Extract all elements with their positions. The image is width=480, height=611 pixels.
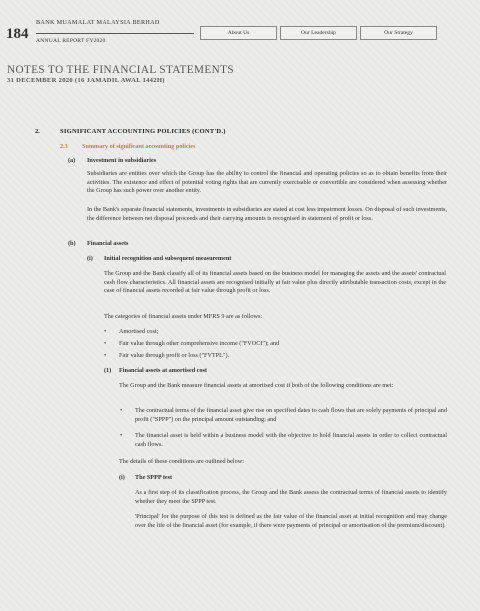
page-number: 184 [6, 26, 29, 42]
section-title: SIGNIFICANT ACCOUNTING POLICIES (CONT'D.) [60, 128, 226, 135]
item-a-paragraph-1: Subsidiaries are entities over which the Group has the ability to control the financial and operating policies so as to obtain benefits from their activities. The existence and effect of potential voting rights that are currently exercisable or convertible are considered when assessing whether the Group has such power over another entity. [87, 170, 447, 195]
sppp-heading: The SPPP test [135, 474, 173, 481]
item-1-label: (1) [104, 367, 112, 374]
category-item: Fair value through profit or loss ("FVTPL"). [119, 352, 230, 359]
bullet-icon: • [104, 328, 107, 335]
notes-date: 31 DECEMBER 2020 (16 JAMADIL AWAL 1442H) [7, 77, 165, 84]
item-b-i-heading: Initial recognition and subsequent measurement [104, 255, 232, 262]
subsection-number: 2.3 [60, 143, 68, 150]
bullet-icon: • [104, 340, 107, 347]
item-b-label: (b) [68, 240, 76, 247]
item-a-paragraph-2: In the Bank's separate financial statements, investments in subsidiaries are stated at cost less impairment losses. On disposal of such investments, the difference between net disposal proceeds and their carrying amounts is recognised in statement of profit or loss. [87, 206, 447, 222]
condition-item: The contractual terms of the financial asset give rise on specified dates to cash flows that are solely payments of principal and profit ("SPPP") on the principal amount outstanding; and [135, 407, 447, 423]
item-1-paragraph-1: The Group and the Bank measure financial assets at amortised cost if both of the following conditions are met: [119, 382, 394, 389]
sppp-paragraph-1: As a first step of its classification process, the Group and the Bank assess the contractual terms of financial assets to identify whether they meet the SPPP test. [135, 489, 447, 505]
report-title: ANNUAL REPORT FY2020 [36, 38, 106, 44]
bullet-icon: • [104, 352, 107, 359]
item-a-label: (a) [68, 157, 76, 164]
item-b-heading: Financial assets [87, 240, 129, 247]
item-1-paragraph-2: The details of these conditions are outlined below: [119, 458, 244, 465]
bullet-icon: • [120, 432, 123, 439]
category-item: Fair value through other comprehensive income ("FVOCI"); and [119, 340, 280, 347]
nav-our-leadership-button[interactable]: Our Leadership [280, 26, 357, 40]
bank-name: BANK MUAMALAT MALAYSIA BERHAD [36, 19, 160, 26]
item-1-heading: Financial assets at amortised cost [119, 367, 207, 374]
item-b-i-paragraph-1: The Group and the Bank classify all of its financial assets based on the business model for managing the assets and the assets' contractual cash flow characteristics. All financial assets are recognised initially at fair value plus directly attributable transaction costs, except in the case of financial assets recorded at fair value through profit or loss. [104, 270, 446, 295]
subsection-title: Summary of significant accounting policies [82, 143, 196, 150]
nav-about-us-button[interactable]: About Us [200, 26, 277, 40]
nav-our-strategy-button[interactable]: Our Strategy [360, 26, 437, 40]
sppp-paragraph-2: 'Principal' for the purpose of this test is defined as the fair value of the financial asset at initial recognition and may change over the life of the financial asset (for example, if there were payments of principal or amortisation of the premium/discount). [135, 513, 447, 529]
bullet-icon: • [120, 407, 123, 414]
item-b-i-label: (i) [87, 255, 93, 262]
item-a-heading: Investment in subsidiaries [87, 157, 157, 164]
item-b-i-paragraph-2: The categories of financial assets under MFRS 9 are as follows: [104, 313, 263, 320]
notes-title: NOTES TO THE FINANCIAL STATEMENTS [7, 64, 234, 76]
section-number: 2. [35, 128, 40, 135]
header-divider [36, 33, 194, 34]
condition-item: The financial asset is held within a business model with the objective to hold financial assets in order to collect contractual cash flows. [135, 432, 447, 448]
sppp-label: (i) [119, 474, 125, 481]
category-item: Amortised cost; [119, 328, 159, 335]
